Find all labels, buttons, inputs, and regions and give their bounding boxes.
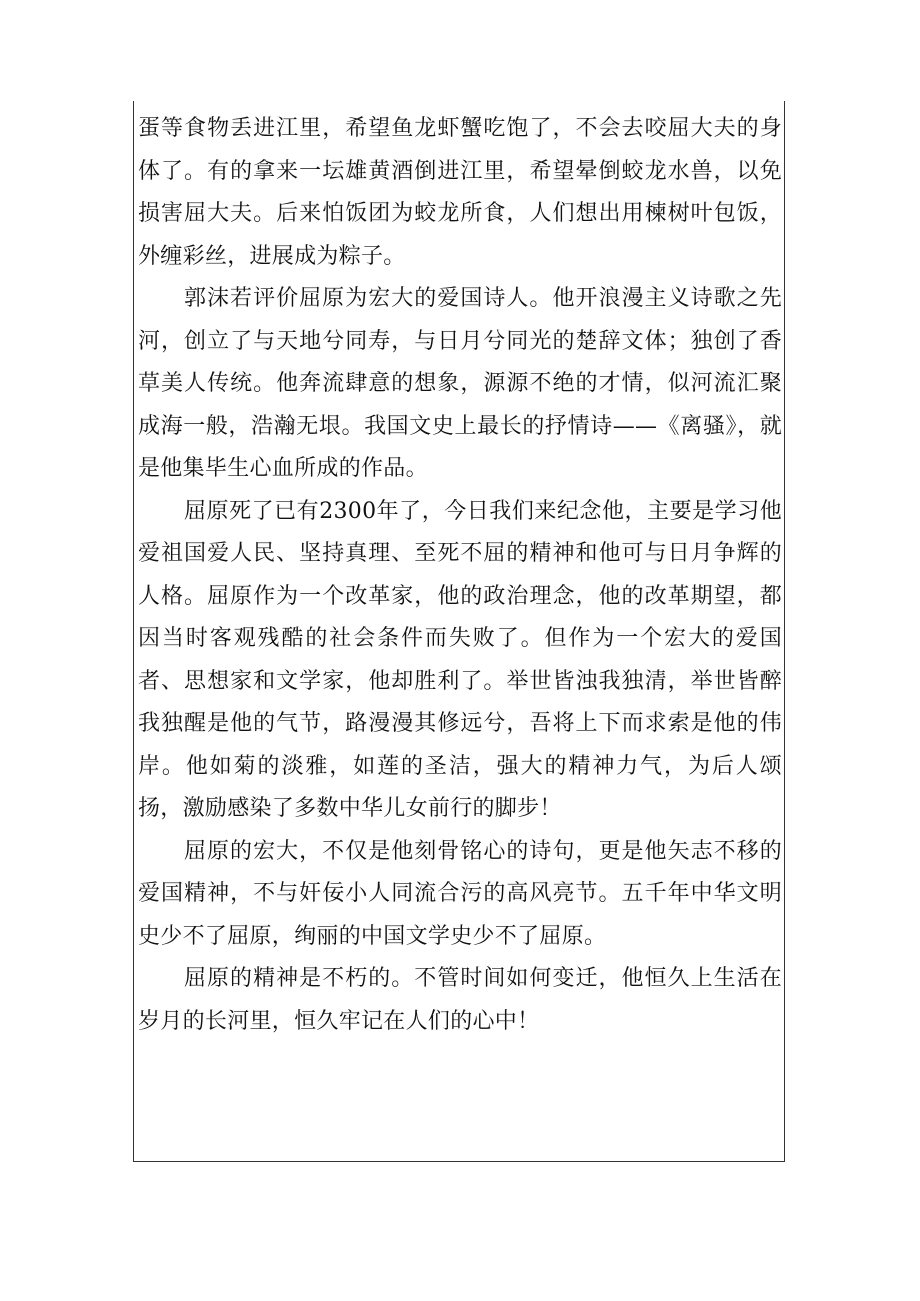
paragraph-5: 屈原的精神是不朽的。不管时间如何变迁，他恒久上生活在岁月的长河里，恒久牢记在人们的心中！ [138,966,782,1034]
essay-body [138,108,782,1043]
paragraph-3: 屈原死了已有2300年了，今日我们来纪念他，主要是学习他爱祖国爱人民、坚持真理、至死不屈的精神和他可与日月争辉的人格。屈原作为一个改革家，他的政治理念，他的改革期望，都因当时客观残酷的社会条件而失败了。但作为一个宏大的爱国者、思想家和文学家，他却胜利了。举世皆浊我独清，举世皆醉我独醒是他的气节，路漫漫其修远兮，吾将上下而求索是他的伟岸。他如菊的淡雅，如莲的圣洁，强大的精神力气，为后人颂扬，激励感染了多数中华儿女前行的脚步！ [138,498,782,821]
paragraph-4: 屈原的宏大，不仅是他刻骨铭心的诗句，更是他矢志不移的爱国精神，不与奸佞小人同流合污的高风亮节。五千年中华文明史少不了屈原，绚丽的中国文学史少不了屈原。 [138,838,782,949]
paragraph-1: 蛋等食物丢进江里，希望鱼龙虾蟹吃饱了，不会去咬屈大夫的身体了。有的拿来一坛雄黄酒倒进江里，希望晕倒蛟龙水兽，以免损害屈大夫。后来怕饭团为蛟龙所食，人们想出用楝树叶包饭，外缠彩丝，进展成为粽子。 [138,116,782,269]
paragraph-2: 郭沫若评价屈原为宏大的爱国诗人。他开浪漫主义诗歌之先河，创立了与天地兮同寿，与日月兮同光的楚辞文体；独创了香草美人传统。他奔流肆意的想象，源源不绝的才情，似河流汇聚成海一般，浩瀚无垠。我国文史上最长的抒情诗——《离骚》，就是他集毕生心血所成的作品。 [138,286,782,481]
